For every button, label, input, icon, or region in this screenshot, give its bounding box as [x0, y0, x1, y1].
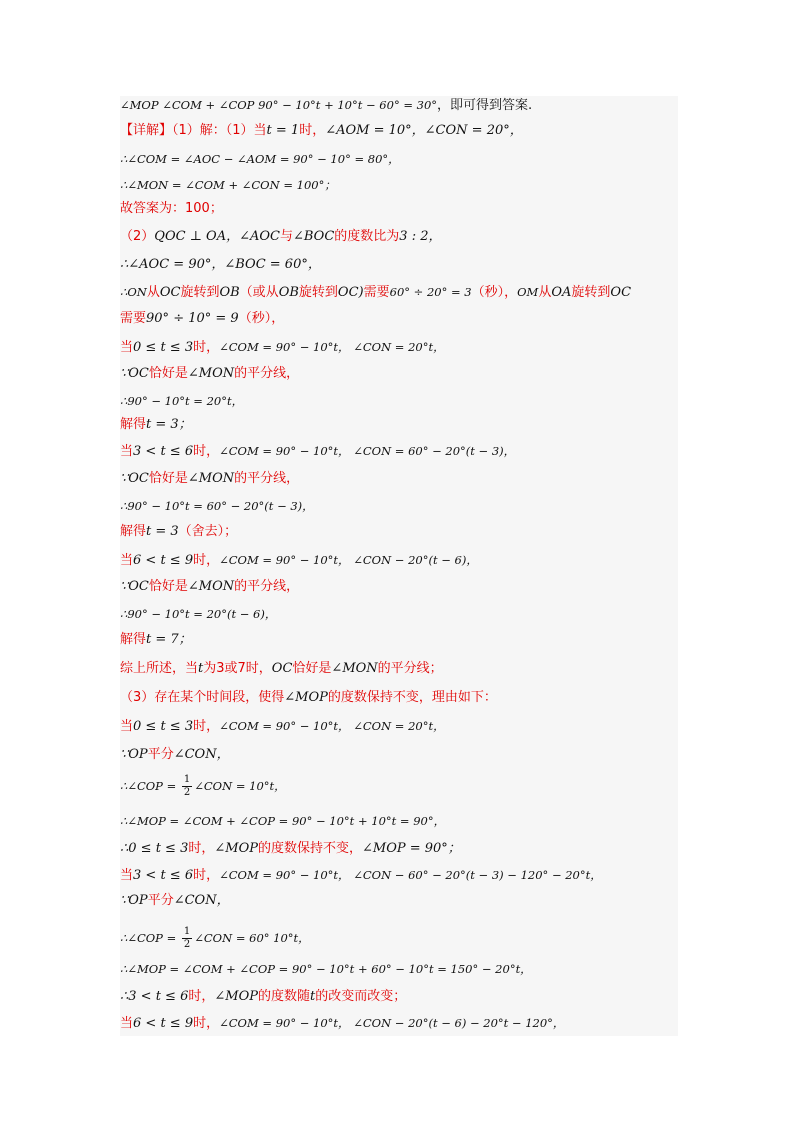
math-expression: t = 1 — [266, 123, 300, 138]
explanation-text: 恰好是 — [148, 471, 188, 486]
explanation-text: 解得 — [120, 417, 147, 432]
explanation-text: 为3或7时， — [203, 661, 272, 676]
text-line — [120, 660, 680, 678]
text-line — [120, 96, 680, 115]
explanation-text: 当 — [120, 553, 134, 568]
math-expression: ∠MOP = 90°； — [362, 841, 461, 856]
math-expression: ∠MON — [331, 661, 378, 676]
math-expression: ∠COM = 90° − 10°t， ∠CON = 60° − 20°(t − 3)， — [219, 444, 516, 458]
explanation-text: 时， — [193, 719, 220, 734]
math-expression: ∴3 < t ≤ 6 — [120, 989, 189, 1004]
fraction-denominator: 2 — [183, 939, 191, 950]
explanation-text: 的平分线， — [234, 471, 300, 486]
math-expression: ，即可得到答案. — [437, 98, 533, 113]
explanation-text: 恰好是 — [292, 661, 332, 676]
math-expression: ∠MOP — [284, 690, 328, 705]
text-line — [120, 310, 680, 328]
math-expression: ∴∠COP = — [120, 931, 180, 945]
math-expression: ∠MOP ∠COM + ∠COP 90° − 10°t + 10°t − 60° = 30° — [120, 98, 438, 112]
explanation-text: （或从 — [239, 285, 279, 300]
math-expression: ∴90° − 10°t = 20°t， — [120, 394, 244, 408]
explanation-text: 解得 — [120, 632, 147, 647]
explanation-text: （3）存在某个时间段，使得 — [120, 690, 285, 705]
math-expression: ∠COM = 90° − 10°t， ∠CON − 60° − 20°(t − 3) − 120° − 20°t， — [219, 868, 602, 882]
math-expression: ∵OC — [120, 579, 149, 594]
text-line — [120, 150, 680, 169]
math-expression: QOC ⊥ OA，∠AOC — [154, 229, 280, 244]
fraction-denominator: 2 — [183, 787, 191, 798]
math-expression: OC) — [337, 285, 364, 300]
explanation-text: （舍去）； — [178, 524, 238, 539]
math-expression: ∠CON， — [173, 747, 230, 762]
math-expression: ∠COM = 90° − 10°t， ∠CON = 20°t， — [219, 719, 445, 733]
math-expression: OC — [271, 661, 293, 676]
explanation-text: （2） — [120, 229, 155, 244]
math-expression: ∠COM = 90° − 10°t， ∠CON − 20°(t − 6)， — [219, 553, 478, 567]
fraction-numerator: 1 — [183, 926, 191, 937]
text-line — [120, 523, 680, 541]
fraction-numerator: 1 — [183, 774, 191, 785]
math-expression: ∴∠MOP = ∠COM + ∠COP = 90° − 10°t + 60° − 10°t = 150° − 20°t， — [120, 962, 532, 976]
fraction — [182, 926, 192, 951]
math-expression: 60° ÷ 20° = 3 — [389, 285, 472, 299]
explanation-text: 旋转到 — [571, 285, 611, 300]
explanation-text: 的度数随 — [257, 989, 310, 1004]
math-expression: ∠MOP — [214, 989, 258, 1004]
explanation-text: 当 — [120, 340, 134, 355]
explanation-text: 旋转到 — [180, 285, 220, 300]
explanation-text: 恰好是 — [148, 579, 188, 594]
explanation-text: 当 — [120, 444, 134, 459]
math-expression: t — [198, 661, 204, 676]
explanation-text: 当 — [120, 868, 134, 883]
math-expression: ∵OC — [120, 471, 149, 486]
explanation-text: 从 — [146, 285, 160, 300]
math-expression: 3 < t ≤ 6 — [133, 868, 194, 883]
text-line — [120, 365, 680, 383]
text-line — [120, 416, 680, 434]
text-line — [120, 338, 680, 357]
math-expression: ∵OP — [120, 893, 148, 908]
text-line — [120, 774, 680, 799]
explanation-text: 时， — [188, 989, 215, 1004]
text-line — [120, 256, 680, 274]
text-line — [120, 746, 680, 764]
text-line — [120, 1014, 680, 1033]
math-expression: 90° ÷ 10° = 9 — [146, 311, 239, 326]
math-expression: ∠CON = 10°t， — [194, 779, 286, 793]
fraction — [182, 774, 192, 799]
explanation-text: 综上所述，当 — [120, 661, 199, 676]
math-expression: ∴∠COP = — [120, 779, 180, 793]
explanation-text: 时， — [193, 1016, 220, 1031]
text-line — [120, 578, 680, 596]
text-line — [120, 122, 680, 140]
text-line — [120, 200, 680, 218]
explanation-text: 时， — [193, 553, 220, 568]
math-expression: ∴∠COM = ∠AOC − ∠AOM = 90° − 10° = 80°， — [120, 152, 400, 166]
text-line — [120, 689, 680, 707]
text-line — [120, 988, 680, 1006]
text-line — [120, 812, 680, 831]
math-expression: 3 < t ≤ 6 — [133, 444, 194, 459]
math-expression: 0 ≤ t ≤ 3 — [133, 340, 194, 355]
text-line — [120, 605, 680, 624]
math-expression: OC — [610, 285, 632, 300]
text-line — [120, 470, 680, 488]
math-expression: t = 3； — [146, 417, 192, 432]
text-line — [120, 926, 680, 951]
explanation-text: 的度数保持不变，理由如下： — [327, 690, 497, 705]
text-line — [120, 228, 680, 246]
math-expression: t = 3 — [146, 524, 179, 539]
explanation-text: 时， — [193, 340, 220, 355]
explanation-text: 的平分线， — [234, 579, 300, 594]
explanation-text: 解得 — [120, 524, 147, 539]
math-expression: 6 < t ≤ 9 — [133, 553, 194, 568]
explanation-text: 的平分线； — [377, 661, 443, 676]
math-expression: OM — [517, 285, 539, 299]
math-expression: t — [310, 989, 316, 1004]
math-expression: ∴∠MOP = ∠COM + ∠COP = 90° − 10°t + 10°t = 90°， — [120, 814, 446, 828]
explanation-text: 旋转到 — [298, 285, 338, 300]
text-line — [120, 892, 680, 910]
math-expression: ∠AOM = 10°，∠CON = 20°， — [325, 123, 523, 138]
explanation-text: 的改变而改变； — [315, 989, 407, 1004]
math-expression: ∠COM = 90° − 10°t， ∠CON = 20°t， — [219, 340, 445, 354]
explanation-text: 时， — [193, 444, 220, 459]
explanation-text: 需要 — [120, 311, 147, 326]
math-expression: ∠BOC — [292, 229, 335, 244]
math-expression: ∵OP — [120, 747, 148, 762]
math-expression: ∠COM = 90° − 10°t， ∠CON − 20°(t − 6) − 20°t − 120°， — [219, 1016, 565, 1030]
math-expression: ∠CON = 60° 10°t， — [194, 931, 310, 945]
math-expression: OB — [278, 285, 299, 300]
math-expression: OC — [159, 285, 181, 300]
text-line — [120, 960, 680, 979]
explanation-text: 平分 — [147, 747, 174, 762]
math-expression: ∴90° − 10°t = 20°(t − 6)， — [120, 607, 277, 621]
text-line — [120, 497, 680, 516]
explanation-text: 当 — [120, 719, 134, 734]
math-expression: ∠MON — [187, 471, 235, 486]
math-expression: ∠MON — [187, 366, 235, 381]
math-expression: ∴∠AOC = 90°，∠BOC = 60°， — [120, 257, 321, 272]
explanation-text: 的度数比为 — [334, 229, 400, 244]
explanation-text: 时， — [188, 841, 215, 856]
explanation-text: 当 — [120, 1016, 134, 1031]
math-expression: ∵OC — [120, 366, 149, 381]
text-line — [120, 392, 680, 411]
explanation-text: 从 — [538, 285, 552, 300]
math-expression: ∠CON， — [173, 893, 230, 908]
text-line — [120, 283, 680, 302]
text-line — [120, 176, 680, 195]
text-line — [120, 866, 680, 885]
explanation-text: （秒）， — [238, 311, 285, 326]
explanation-text: 时， — [193, 868, 220, 883]
math-expression: ∠MON — [187, 579, 235, 594]
explanation-text: 平分 — [147, 893, 174, 908]
math-expression: ∴ON — [120, 285, 147, 299]
explanation-text: 时， — [299, 123, 326, 138]
text-line — [120, 840, 680, 858]
math-expression: t = 7； — [146, 632, 192, 647]
math-expression: 3 : 2， — [399, 229, 442, 244]
explanation-text: 恰好是 — [148, 366, 188, 381]
text-line — [120, 442, 680, 461]
math-expression: ∴∠MON = ∠COM + ∠CON = 100°； — [120, 178, 336, 192]
text-line — [120, 717, 680, 736]
math-expression: 6 < t ≤ 9 — [133, 1016, 194, 1031]
math-expression: ∴0 ≤ t ≤ 3 — [120, 841, 189, 856]
math-expression: ∴90° − 10°t = 60° − 20°(t − 3)， — [120, 499, 314, 513]
explanation-text: 与 — [279, 229, 293, 244]
explanation-text: 的平分线， — [234, 366, 300, 381]
math-expression: OB — [219, 285, 240, 300]
math-expression: OA — [551, 285, 572, 300]
text-line — [120, 551, 680, 570]
math-expression: ∠MOP — [214, 841, 258, 856]
math-expression: 0 ≤ t ≤ 3 — [133, 719, 194, 734]
explanation-text: 故答案为：100； — [120, 201, 223, 216]
explanation-text: 【详解】（1）解：（1）当 — [120, 123, 267, 138]
explanation-text: （秒）， — [471, 285, 518, 300]
explanation-text: 的度数保持不变， — [257, 841, 362, 856]
explanation-text: 需要 — [363, 285, 390, 300]
text-line — [120, 631, 680, 649]
